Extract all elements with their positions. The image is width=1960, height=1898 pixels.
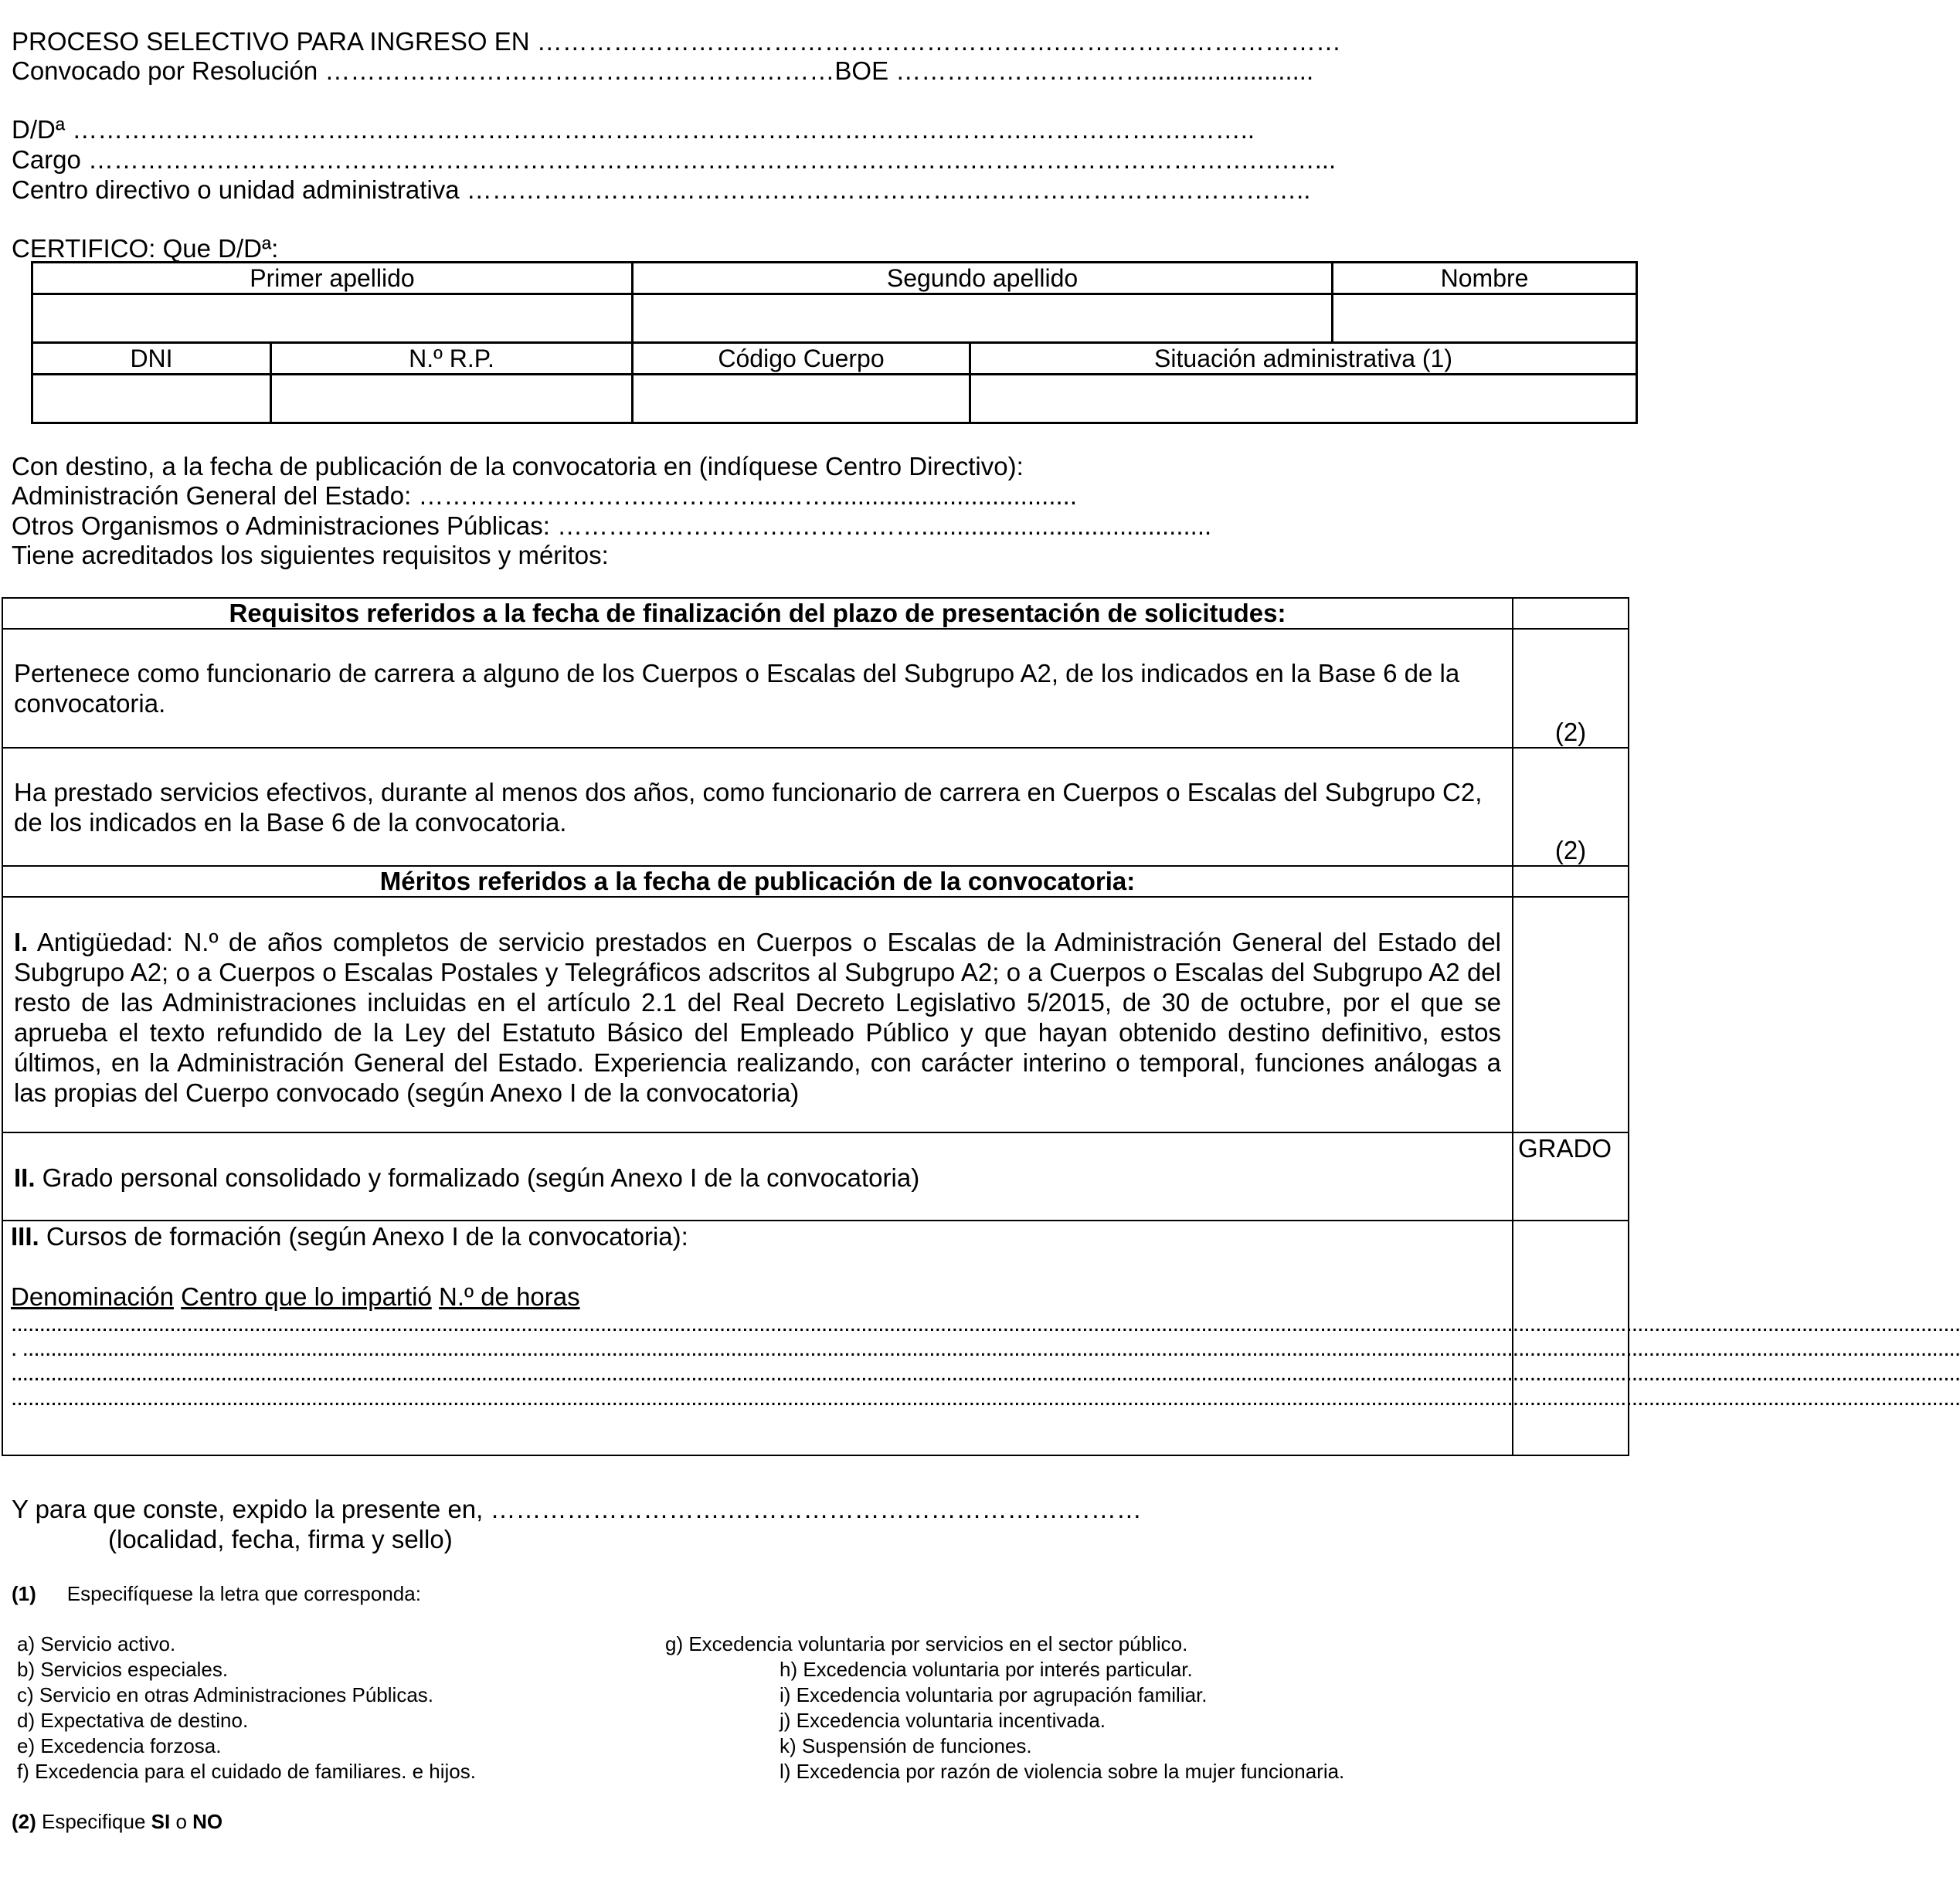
note-1	[12, 1581, 421, 1606]
dd-line: D/Dª …………………………….…………………………………………………………………….…………….………..	[12, 115, 1255, 144]
note-2-si: SI	[151, 1810, 171, 1833]
personal-data-table	[31, 261, 1638, 424]
admin-situation-field[interactable]	[970, 375, 1637, 423]
course-hours-column: N.º de horas	[438, 1282, 580, 1311]
merit-1-answer-cell[interactable]	[1513, 897, 1629, 1132]
closing-note: (localidad, fecha, firma y sello)	[108, 1525, 453, 1553]
requirement-2-answer-cell[interactable]	[1513, 748, 1629, 866]
merit-3-description: Cursos de formación (según Anexo I de la convocatoria):	[39, 1222, 688, 1251]
note-2-text: Especifique	[36, 1810, 151, 1833]
situation-e: e) Excedencia forzosa.	[17, 1734, 222, 1757]
situation-a: a) Servicio activo.	[17, 1632, 176, 1655]
merit-3-text	[11, 1221, 1501, 1251]
courses-columns-header	[11, 1282, 1501, 1312]
requirement-2-text: Ha prestado servicios efectivos, durante al menos dos años, como funcionario de carrera en Cuerpos o Escalas del Subgrupo C2, de los indicados en la Base 6 de la convocatoria.	[14, 778, 1483, 837]
requirements-header: Requisitos referidos a la fecha de finalización del plazo de presentación de solicitudes:	[2, 598, 1513, 629]
header-second-surname: Segundo apellido	[633, 263, 1333, 294]
merits-header-cell	[1513, 866, 1629, 897]
requirements-intro: Tiene acreditados los siguientes requisitos y méritos:	[12, 541, 609, 569]
other-orgs-line: Otros Organismos o Administraciones Públicas: ……………………….…………….........................................	[12, 511, 1212, 540]
merit-1-description: Antigüedad: N.º de años completos de servicio prestados en Cuerpos o Escalas de la Administración General del Estado del Subgrupo A2; o a Cuerpos o Escalas Postales y Telegráficos adscritos al Subgrupo A2; o a Cuerpos o Escalas del Subgrupo A2 del resto de las Administraciones incluidas en el artículo 2.1 del Real Decreto Legislativo 5/2015, de 30 de octubre, por el que se aprueba el texto refundido de la Ley del Estatuto Básico del Empleado Público y que hayan obtenido destino definitivo, estos últimos, en la Administración General del Estado. Experiencia realizando, con carácter interino o temporal, funciones análogas a las propias del Cuerpo convocado (según Anexo I de la convocatoria)	[14, 928, 1501, 1107]
course-line-2[interactable]: . ......................................................................................................................................................................................................................................................................................................................................................	[11, 1336, 1960, 1361]
note-2-or: o	[170, 1810, 193, 1833]
situation-h: h) Excedencia voluntaria por interés particular.	[780, 1658, 1193, 1681]
note-1-label: (1)	[12, 1582, 36, 1605]
merit-3-answer-cell[interactable]	[1513, 1221, 1629, 1455]
merit-3-number: III.	[11, 1222, 39, 1251]
cargo-line: Cargo ………………………………………………………….……………………………….…………………………….….…...	[12, 145, 1337, 174]
situation-g: g) Excedencia voluntaria por servicios en el sector público.	[665, 1632, 1188, 1655]
requirements-header-cell	[1513, 598, 1629, 629]
course-center-column: Centro que lo impartió	[181, 1282, 432, 1311]
second-surname-field[interactable]	[633, 294, 1333, 343]
situation-d: d) Expectativa de destino.	[17, 1709, 249, 1732]
situation-f: f) Excedencia para el cuidado de familiares. e hijos.	[17, 1760, 476, 1783]
merit-2-text	[14, 1133, 1501, 1193]
requirement-1-answer-cell[interactable]	[1513, 629, 1629, 748]
grado-label: GRADO	[1518, 1134, 1612, 1163]
situation-j: j) Excedencia voluntaria incentivada.	[780, 1709, 1106, 1732]
centro-line: Centro directivo o unidad administrativa ……………………………….………………….…………………………………..	[12, 175, 1311, 204]
course-line-3[interactable]: ........................................................................................................................................................................................................................................................................................................................................................	[11, 1360, 1960, 1386]
merits-header: Méritos referidos a la fecha de publicación de la convocatoria:	[2, 866, 1513, 897]
merit-1-text	[14, 898, 1501, 1108]
situation-i: i) Excedencia voluntaria por agrupación familiar.	[780, 1683, 1208, 1706]
note-2-label: (2)	[12, 1810, 36, 1833]
situation-b: b) Servicios especiales.	[17, 1658, 229, 1681]
note-2	[12, 1809, 222, 1834]
header-first-surname: Primer apellido	[32, 263, 633, 294]
header-body-code: Código Cuerpo	[633, 343, 970, 375]
note-1-text: Especifíquese la letra que corresponda:	[66, 1582, 421, 1605]
certifico-line: CERTIFICO: Que D/Dª:	[12, 234, 279, 263]
destination-intro: Con destino, a la fecha de publicación de la convocatoria en (indíquese Centro Directivo):	[12, 452, 1024, 480]
requirement-1-text: Pertenece como funcionario de carrera a alguno de los Cuerpos o Escalas del Subgrupo A2, de los indicados en la Base 6 de la convocatoria.	[14, 659, 1460, 718]
header-admin-situation: Situación administrativa (1)	[970, 343, 1637, 375]
situation-l: l) Excedencia por razón de violencia sobre la mujer funcionaria.	[780, 1760, 1345, 1783]
merit-2-answer-cell[interactable]	[1513, 1132, 1629, 1221]
header-dni: DNI	[32, 343, 271, 375]
course-line-4[interactable]: ........................................................................................................................................................................................................................................................................................................................................................	[11, 1385, 1960, 1411]
situation-k: k) Suspensión de funciones.	[780, 1734, 1032, 1757]
course-line-1[interactable]: ........................................................................................................................................................................................................................................................................................................................................................	[11, 1311, 1960, 1336]
situation-c: c) Servicio en otras Administraciones Públicas.	[17, 1683, 434, 1706]
requirement-2-mark: (2)	[1554, 836, 1587, 864]
nrp-field[interactable]	[271, 375, 633, 423]
header-name: Nombre	[1333, 263, 1637, 294]
header-nrp: N.º R.P.	[271, 343, 633, 375]
age-line: Administración General del Estado: ……………………….…………...……...................................	[12, 481, 1078, 510]
dni-field[interactable]	[32, 375, 271, 423]
requirements-merits-table	[2, 597, 1960, 1456]
selective-process-line: PROCESO SELECTIVO PARA INGRESO EN …………………….……………………………….……………………………	[12, 27, 1342, 56]
closing-line: Y para que conste, expido la presente en, ……………………….………………………………….………	[12, 1495, 1142, 1523]
merit-1-number: I.	[14, 928, 29, 956]
resolution-line: Convocado por Resolución ……………………………………………………BOE ………………………….......................	[12, 56, 1314, 85]
course-name-column: Denominación	[11, 1282, 174, 1311]
requirement-1-mark: (2)	[1554, 718, 1587, 746]
name-field[interactable]	[1333, 294, 1637, 343]
note-2-no: NO	[192, 1810, 223, 1833]
merit-2-description: Grado personal consolidado y formalizado (según Anexo I de la convocatoria)	[35, 1163, 920, 1192]
first-surname-field[interactable]	[32, 294, 633, 343]
merit-2-number: II.	[14, 1163, 36, 1192]
body-code-field[interactable]	[633, 375, 970, 423]
